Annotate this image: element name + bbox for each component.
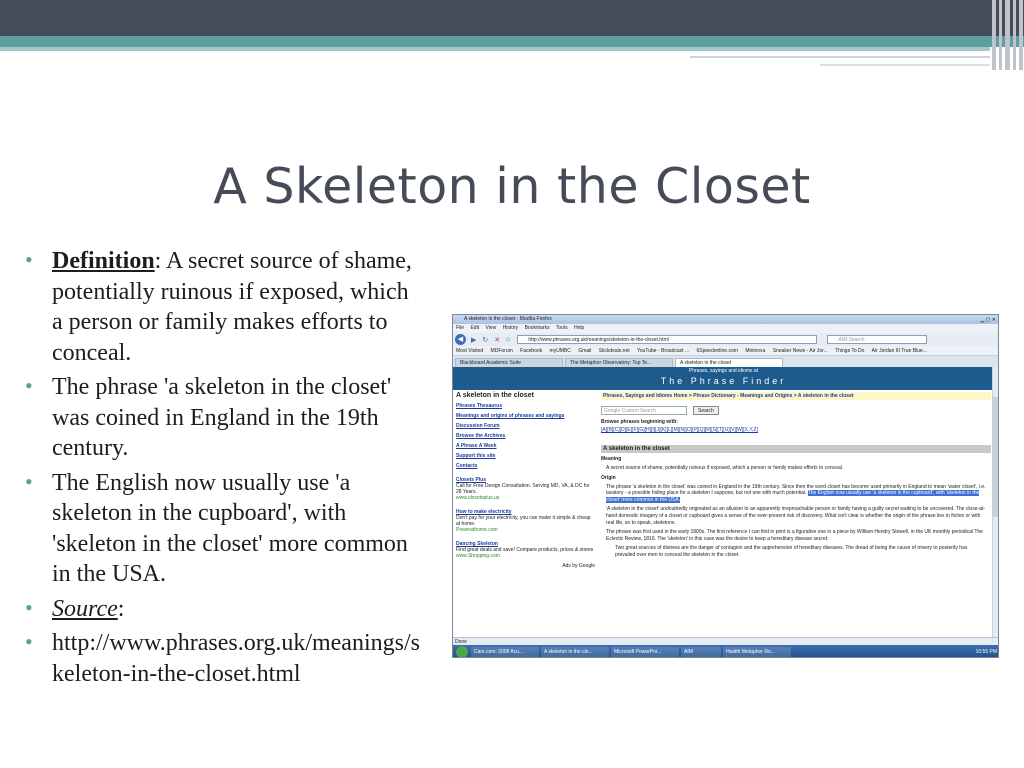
windows-taskbar xyxy=(453,645,999,658)
bullet-dot: • xyxy=(25,373,33,398)
taskbar-item[interactable]: AIM xyxy=(681,647,721,657)
ad-title[interactable]: Closets Plus xyxy=(456,477,487,483)
origin-text: The phrase 'a skeleton in the closet' was coined in England in the 19th century. Since then the word closet has become used primarily in England to mean 'water closet', i.e. lavatory - a possible hiding place for a skeleton I suppose, but not one with much potential. xyxy=(606,483,986,497)
sidebar-heading: A skeleton in the closet xyxy=(456,392,534,399)
slide-title: A Skeleton in the Closet xyxy=(213,158,811,215)
left-sidebar xyxy=(453,390,598,637)
sidebar-link[interactable]: Discussion Forum xyxy=(456,423,500,429)
site-search-input[interactable]: Google Custom Search xyxy=(601,406,687,415)
tab-blackboard[interactable]: Blackboard Academic Suite xyxy=(455,358,563,367)
bullet-list xyxy=(25,246,425,693)
tab-skeleton-active[interactable]: A skeleton in the closet xyxy=(675,358,783,367)
start-button-icon[interactable] xyxy=(456,646,468,658)
home-icon[interactable]: ⌂ xyxy=(506,336,511,343)
bullet-coined xyxy=(25,372,425,464)
reload-icon[interactable]: ↻ xyxy=(482,336,489,344)
bookmark-item[interactable]: Slickdeals.net xyxy=(598,348,630,354)
bullet-source-url xyxy=(25,628,425,689)
bookmark-item[interactable]: MDForum xyxy=(490,348,513,354)
bullet-text: The phrase 'a skeleton in the closet' was coined in England in the 19th century. xyxy=(52,374,392,461)
site-search xyxy=(601,406,991,415)
search-input[interactable]: AIM Search xyxy=(827,335,927,344)
bullet-dot: • xyxy=(25,629,33,654)
menu-tools[interactable]: Tools xyxy=(555,325,568,331)
decorative-stripes xyxy=(990,0,1024,70)
menu-file[interactable]: File xyxy=(456,325,465,331)
site-title: The Phrase Finder xyxy=(660,376,787,386)
bookmark-item[interactable]: Air Jordan III True Blue... xyxy=(871,348,927,354)
ad-block xyxy=(456,509,595,533)
back-arrow-icon[interactable]: ◀ xyxy=(455,334,466,345)
ad-title[interactable]: Dancing Skeleton xyxy=(456,541,498,547)
ads-by-google: Ads by Google xyxy=(562,563,595,569)
ad-body: Don't pay for your electricity, you can make it simple & cheap at home. xyxy=(456,515,591,527)
site-header xyxy=(453,367,994,390)
taskbar-item[interactable]: Microsoft PowerPoi... xyxy=(611,647,679,657)
sidebar-link[interactable]: Phrases Thesaurus xyxy=(456,403,503,409)
breadcrumb[interactable]: Phrases, Sayings and Idioms Home > Phrase Dictionary - Meanings and Origins > A skeleton in the closet xyxy=(601,392,991,400)
bullet-definition xyxy=(25,246,425,368)
stop-icon[interactable]: ✕ xyxy=(494,336,501,344)
taskbar-item[interactable]: A skeleton in the clo... xyxy=(541,647,609,657)
source-url-text[interactable]: http://www.phrases.org.uk/meanings/skeleton-in-the-closet.html xyxy=(52,630,420,687)
bullet-dot: • xyxy=(25,468,33,494)
web-page xyxy=(453,367,994,637)
bullet-dot: • xyxy=(25,594,33,620)
ad-url[interactable]: www.Shopping.com xyxy=(456,553,500,559)
menu-help[interactable]: Help xyxy=(573,325,585,331)
origin-label: Origin xyxy=(601,474,616,481)
navigation-toolbar xyxy=(453,333,998,346)
sidebar-link[interactable]: A Phrase A Week xyxy=(456,443,497,449)
main-content xyxy=(598,390,994,637)
ad-url[interactable]: www.closetsplus.us xyxy=(456,495,500,501)
sidebar-link[interactable]: Support this site xyxy=(456,453,496,459)
bookmark-item[interactable]: 6Speedonline.com xyxy=(696,348,738,354)
taskbar-item[interactable]: Health Metaphor Ro... xyxy=(723,647,791,657)
tab-strip xyxy=(453,356,998,367)
bullet-text: The English now usually use 'a skeleton in the cupboard', with 'skeleton in the closet' more common in the USA. xyxy=(52,469,408,587)
top-banner-teal-light xyxy=(0,47,990,51)
bullet-text: : xyxy=(117,595,125,622)
top-banner-dark xyxy=(0,0,1024,36)
window-controls[interactable]: ▁ ▢ ✕ xyxy=(980,317,996,323)
origin-paragraph: The phrase was first used in the early 1800s. The first reference I can find in print is a figurative one in a piece by William Hendry Stowell, in the UK monthly periodical The Eclectic Review, 1816. The 'skeleton' in this case was the desire to keep a hereditary disease secret: xyxy=(606,529,983,542)
browser-screenshot xyxy=(452,314,999,658)
taskbar-item[interactable]: Cars.com: 2008 Acu... xyxy=(471,647,539,657)
section-title: A skeleton in the closet xyxy=(601,445,991,453)
meaning-text: A secret source of shame, potentially ruinous if exposed, which a person or family makes efforts to conceal. xyxy=(606,465,844,471)
bullet-label: Definition xyxy=(52,248,155,274)
origin-paragraph: 'A skeleton in the closet' undoubtedly originated as an allusion to an apparently irreproachable person or family having a guilty secret waiting to be uncovered. The close-at-hand domestic imagery of a closet or cupboard gives a sense of the ever-present risk of discovery. What isn't clear is whether the origin of the phrase lies in fiction or with real life, so to speak, skeletons. xyxy=(606,506,985,526)
bookmarks-bar xyxy=(453,346,998,356)
window-titlebar xyxy=(453,315,998,324)
bookmark-item[interactable]: YouTube - Broadcast ... xyxy=(636,348,690,354)
bullet-english-usage xyxy=(25,468,425,590)
forward-arrow-icon[interactable]: ▶ xyxy=(471,336,477,344)
bookmark-item[interactable]: Sneaker News - Air Jor... xyxy=(772,348,828,354)
origin-quote: Two great sources of distress are the danger of contagion and the apprehension of hereditary diseases. The dread of being the cause of misery to posterity has prevailed over men to conceal the skeleton in the closet. xyxy=(615,545,968,558)
browse-label: Browse phrases beginning with: xyxy=(601,419,678,425)
bookmark-item[interactable]: Facebook xyxy=(520,348,543,354)
alphabet-links[interactable]: [A][B][C][D][E][F][G][H][I][J][K][L][M][N][O][P][Q][R][S][T][U][V][W][X,Y,Z] xyxy=(601,427,758,433)
menu-view[interactable]: View xyxy=(485,325,497,331)
url-bar[interactable]: http://www.phrases.org.uk/meanings/skeleton-in-the-closet.html xyxy=(517,335,817,344)
bullet-text: : A secret source of shame, potentially ruinous if exposed, which a person or family makes efforts to conceal. xyxy=(52,248,412,366)
meaning-label: Meaning xyxy=(601,456,622,462)
bookmark-item[interactable]: Most Visited xyxy=(456,348,484,354)
page-body xyxy=(453,390,994,637)
sidebar-link[interactable]: Meanings and origins of phrases and sayings xyxy=(456,413,565,419)
menu-bar xyxy=(453,324,998,333)
bookmark-item[interactable]: myUMBC xyxy=(549,348,571,354)
ad-body: Find great deals and save! Compare products, prices & stores xyxy=(456,547,594,553)
top-banner-teal xyxy=(0,36,1024,47)
sidebar-link[interactable]: Contacts xyxy=(456,463,478,469)
menu-history[interactable]: History xyxy=(502,325,519,331)
highlighted-text: The English now usually use 'a skeleton in the cupboard', with 'skeleton in the closet' more common in the USA. xyxy=(606,490,980,503)
ad-body: Call for Free Design Consultation. Serving MD, VA, & DC for 28 Years. xyxy=(456,483,590,495)
ad-url[interactable]: Powerathome.com xyxy=(456,527,498,533)
ad-block xyxy=(456,477,595,501)
clock: 10:55 PM xyxy=(975,649,997,655)
menu-bookmarks[interactable]: Bookmarks xyxy=(524,325,550,331)
bullet-source xyxy=(25,594,425,625)
origin-paragraph xyxy=(606,484,986,504)
decorative-line xyxy=(690,56,990,58)
window-title: A skeleton in the closet - Mozilla Firefox xyxy=(464,316,552,322)
bookmark-item[interactable]: Things To Do xyxy=(835,348,865,354)
sidebar-link[interactable]: Browse the Archives xyxy=(456,433,506,439)
bookmark-item[interactable]: Mininova xyxy=(745,348,766,354)
tab-metaphor[interactable]: The Metaphor Observatory: Top Te... xyxy=(565,358,673,367)
bullet-dot: • xyxy=(25,247,33,272)
ad-block xyxy=(456,541,595,559)
status-bar: Done xyxy=(453,637,998,645)
scrollbar-thumb[interactable] xyxy=(993,397,998,517)
bullet-label: Source xyxy=(52,595,118,622)
site-search-button[interactable]: Search xyxy=(693,406,719,415)
site-subtitle: Phrases, sayings and idioms at xyxy=(688,368,759,374)
bookmark-item[interactable]: Gmail xyxy=(578,348,592,354)
vertical-scrollbar[interactable] xyxy=(992,367,998,637)
ad-title[interactable]: How to make electricity xyxy=(456,509,512,515)
decorative-line xyxy=(820,64,990,66)
menu-edit[interactable]: Edit xyxy=(470,325,480,331)
